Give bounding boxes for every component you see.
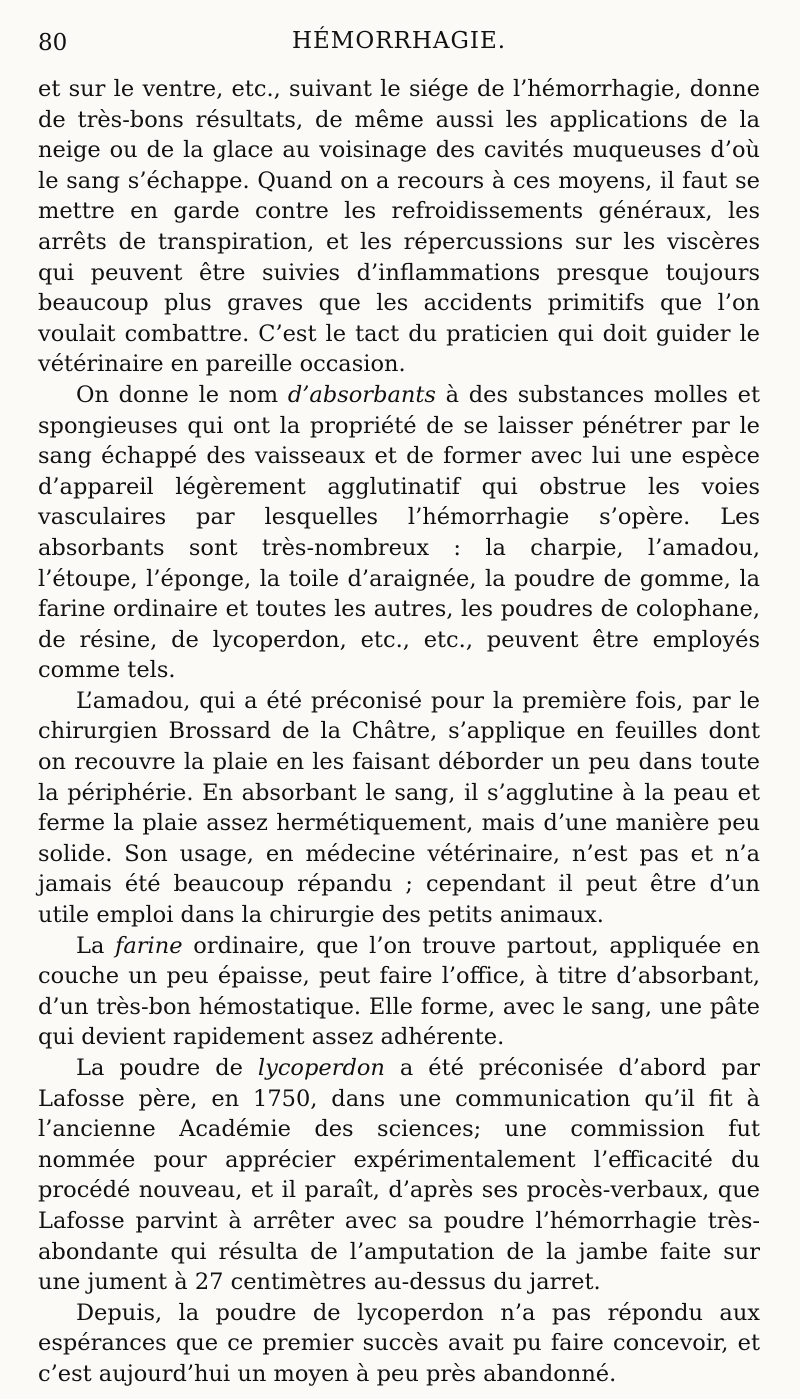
paragraph (38, 380, 760, 686)
paragraph (38, 1053, 760, 1298)
text-run: On donne le nom (76, 381, 288, 408)
text-run: La (76, 932, 116, 959)
italic-term: lycoperdon (257, 1055, 385, 1081)
body-text (38, 74, 760, 1390)
text-run: L’amadou, qui a été préconisé pour la première fois, par le chirurgien Brossard de la Châtre, s’applique en feuilles dont on recouvre la plaie en les faisant déborder un peu dans toute la périphérie. En absorbant le sang, il s’agglutine à la peau et ferme la plaie assez hermétiquement, mais d’une manière peu solide. Son usage, en médecine vétérinaire, n’est pas et n’a jamais été beaucoup répandu ; cependant il peut être d’un utile emploi dans la chirurgie des petits animaux. (38, 687, 760, 929)
text-run: ordinaire, que l’on trouve partout, appliquée en couche un peu épaisse, peut faire l’office, à titre d’absorbant, d’un très-bon hémostatique. Elle forme, avec le sang, une pâte qui devient rapidement assez adhérente. (38, 932, 760, 1051)
running-head: HÉMORRHAGIE. (291, 28, 507, 54)
text-run: à des substances molles et spongieuses qui ont la propriété de se laisser pénétrer par le sang échappé des vaisseaux et de former avec lui une espèce d’appareil légèrement agglutinatif qui obstrue les voies vasculaires par lesquelles l’hémorrhagie s’opère. Les absorbants sont très-nombreux : la charpie, l’amadou, l’étoupe, l’éponge, la toile d’araignée, la poudre de gomme, la farine ordinaire et toutes les autres, les poudres de colophane, de résine, de lycoperdon, etc., etc., peuvent être employés comme tels. (38, 381, 760, 684)
paragraph (38, 74, 760, 380)
text-run: a été préconisée d’abord par Lafosse père, en 1750, dans une communication qu’il fit à l’ancienne Académie des sciences; une commission fut nommée pour apprécier expérimentalement l’efficacité du procédé nouveau, et il paraît, d’après ses procès-verbaux, que Lafosse parvint à arrêter avec sa poudre l’hémorrhagie très-abondante qui résulta de l’amputation de la jambe faite sur une jument à 27 centimètres au-dessus du jarret. (38, 1055, 761, 1296)
page-header (38, 22, 760, 64)
text-run: et sur le ventre, etc., suivant le siége de l’hémorrhagie, donne de très-bons résultats, de même aussi les applications de la neige ou de la glace au voisinage des cavités muqueuses d’où le sang s’échappe. Quand on a recours à ces moyens, il faut se mettre en garde contre les refroidissements généraux, les arrêts de transpiration, et les répercussions sur les viscères qui peuvent être suivies d’inflammations presque toujours beaucoup plus graves que les accidents primitifs que l’on voulait combattre. C’est le tact du praticien qui doit guider le vétérinaire en pareille occasion. (38, 76, 760, 378)
paragraph (38, 1298, 760, 1390)
paragraph (38, 931, 760, 1053)
italic-term: farine (115, 932, 183, 959)
paragraph (38, 686, 760, 931)
text-run: Depuis, la poudre de lycoperdon n’a pas répondu aux espérances que ce premier succès avait pu faire concevoir, et c’est aujourd’hui un moyen à peu près abandonné. (38, 1299, 760, 1387)
italic-term: d’absorbants (287, 381, 436, 408)
page-number: 80 (38, 30, 68, 56)
text-run: La poudre de (76, 1055, 258, 1081)
